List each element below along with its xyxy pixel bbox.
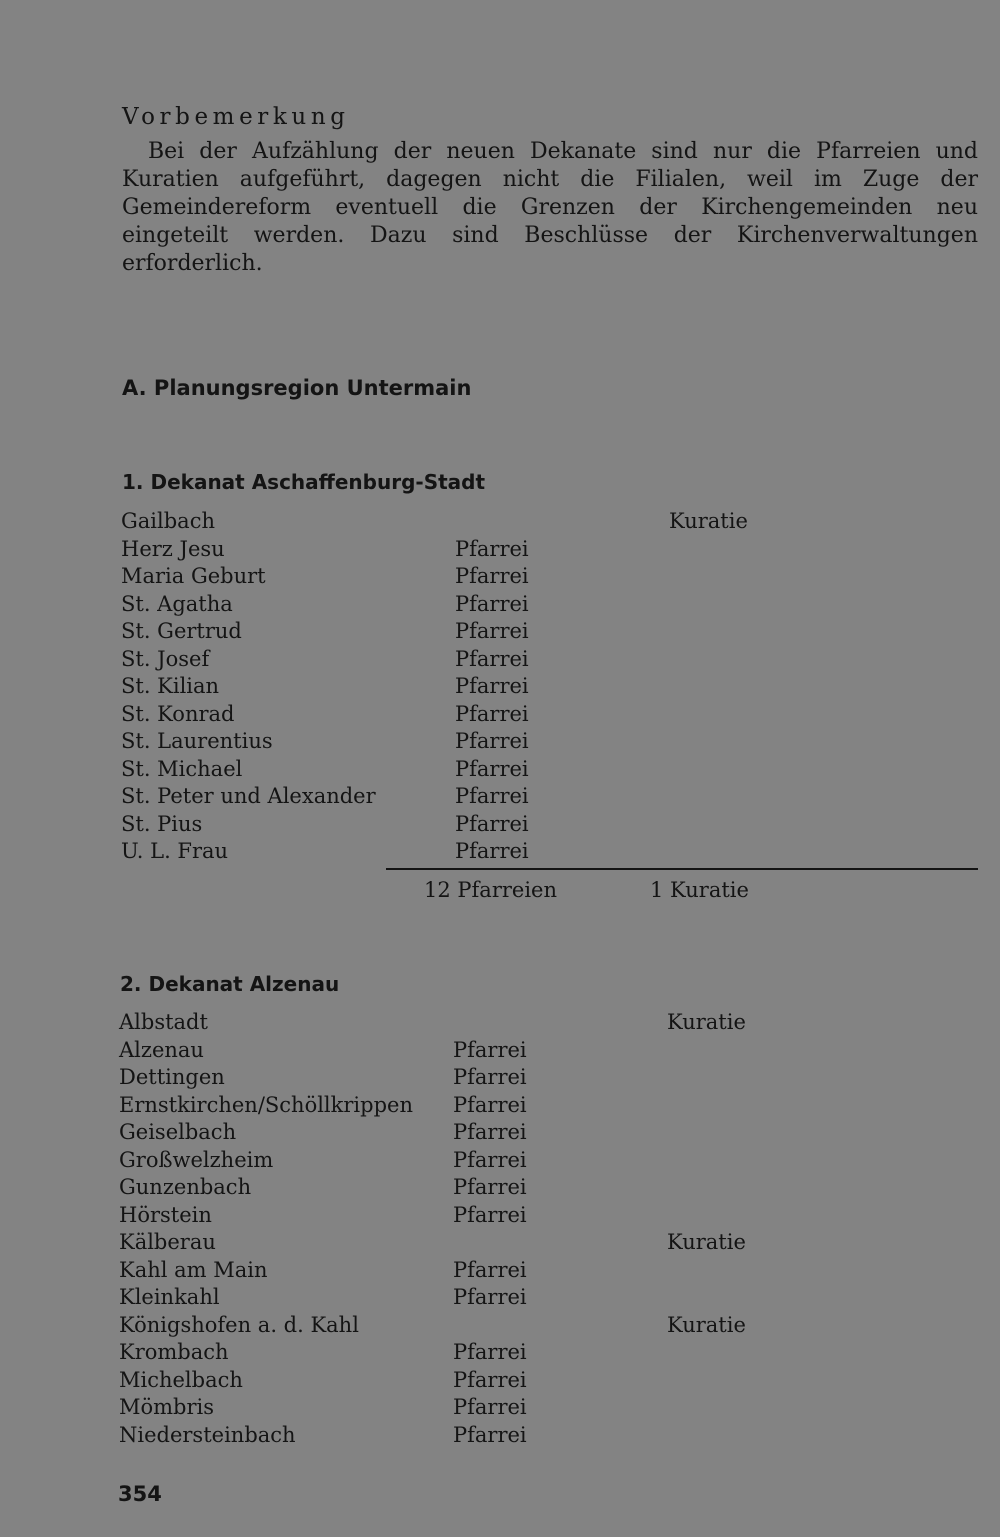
preliminary-note-heading: Vorbemerkung <box>122 104 350 130</box>
dekanat-1-heading: 1. Dekanat Aschaffenburg-Stadt <box>122 470 486 494</box>
region-heading: A. Planungsregion Untermain <box>122 376 472 400</box>
parish-name: Albstadt <box>119 1010 208 1034</box>
parish-name: Hörstein <box>119 1202 212 1227</box>
parish-name: Kleinkahl <box>119 1285 220 1309</box>
parish-name: Maria Geburt <box>121 564 266 588</box>
pfarrei-label: Pfarrei <box>453 1395 527 1419</box>
pfarrei-label: Pfarrei <box>453 1120 527 1144</box>
pfarrei-label: Pfarrei <box>453 1065 527 1089</box>
parish-name: St. Kilian <box>121 674 220 698</box>
parish-name: Alzenau <box>119 1037 204 1062</box>
kuratie-label: Kuratie <box>667 1230 746 1254</box>
pfarrei-label: Pfarrei <box>455 811 529 836</box>
pfarrei-label: Pfarrei <box>455 729 529 753</box>
pfarrei-label: Pfarrei <box>453 1285 527 1309</box>
pfarrei-label: Pfarrei <box>453 1367 527 1392</box>
preliminary-note-text: Bei der Aufzählung der neuen Dekanate sind nur die Pfarreien und Kuratien aufgeführt, dagegen nicht die Filialen, weil im Zuge der Gemeindereform eventuell die Grenzen der Kirchengemeinden neu eingeteilt werden. Dazu sind Beschlüsse der Kirchenverwaltungen erforderlich. <box>122 139 978 276</box>
parish-name: Geiselbach <box>119 1120 237 1144</box>
dekanat-2-heading: 2. Dekanat Alzenau <box>120 972 340 996</box>
parish-name: Herz Jesu <box>121 536 225 561</box>
pfarrei-label: Pfarrei <box>455 591 529 616</box>
kuratie-label: Kuratie <box>667 1312 746 1337</box>
pfarrei-label: Pfarrei <box>453 1340 527 1364</box>
parish-name: St. Agatha <box>121 591 233 616</box>
parish-name: St. Laurentius <box>121 729 273 753</box>
total-kuratien: 1 Kuratie <box>650 878 749 902</box>
pfarrei-label: Pfarrei <box>453 1422 527 1447</box>
pfarrei-label: Pfarrei <box>453 1257 527 1282</box>
pfarrei-label: Pfarrei <box>455 756 529 781</box>
total-pfarreien: 12 Pfarreien <box>424 878 557 902</box>
parish-name: Gunzenbach <box>119 1175 252 1199</box>
pfarrei-label: Pfarrei <box>455 701 529 726</box>
pfarrei-label: Pfarrei <box>453 1147 527 1172</box>
parish-name: Kahl am Main <box>119 1257 268 1282</box>
pfarrei-label: Pfarrei <box>453 1092 527 1117</box>
parish-name: Krombach <box>119 1340 229 1364</box>
pfarrei-label: Pfarrei <box>455 619 529 643</box>
parish-name: St. Pius <box>121 811 203 836</box>
parish-name: Dettingen <box>119 1065 225 1089</box>
pfarrei-label: Pfarrei <box>453 1202 527 1227</box>
pfarrei-label: Pfarrei <box>453 1175 527 1199</box>
pfarrei-label: Pfarrei <box>455 564 529 588</box>
parish-name: Kälberau <box>119 1230 216 1254</box>
pfarrei-label: Pfarrei <box>455 646 529 671</box>
parish-name: Michelbach <box>119 1367 243 1392</box>
preliminary-note <box>122 138 978 278</box>
parish-name: St. Josef <box>121 646 210 671</box>
pfarrei-label: Pfarrei <box>453 1037 527 1062</box>
kuratie-label: Kuratie <box>667 1010 746 1034</box>
parish-name: Mömbris <box>119 1395 215 1419</box>
parish-name: Gailbach <box>121 509 215 533</box>
parish-name: St. Gertrud <box>121 619 242 643</box>
parish-name: St. Michael <box>121 756 243 781</box>
parish-name: St. Peter und Alexander <box>121 784 376 808</box>
page-number: 354 <box>118 1482 162 1506</box>
parish-name: Großwelzheim <box>119 1147 274 1172</box>
pfarrei-label: Pfarrei <box>455 536 529 561</box>
parish-name: Königshofen a. d. Kahl <box>119 1312 359 1337</box>
pfarrei-label: Pfarrei <box>455 784 529 808</box>
parish-name: St. Konrad <box>121 701 235 726</box>
parish-name: Ernstkirchen/Schöllkrippen <box>119 1092 413 1117</box>
parish-name: U. L. Frau <box>121 839 229 863</box>
dekanat-1-totals <box>0 876 1000 904</box>
kuratie-label: Kuratie <box>669 509 748 533</box>
pfarrei-label: Pfarrei <box>455 674 529 698</box>
parish-name: Niedersteinbach <box>119 1422 296 1447</box>
total-rule <box>386 868 978 870</box>
pfarrei-label: Pfarrei <box>455 839 529 863</box>
